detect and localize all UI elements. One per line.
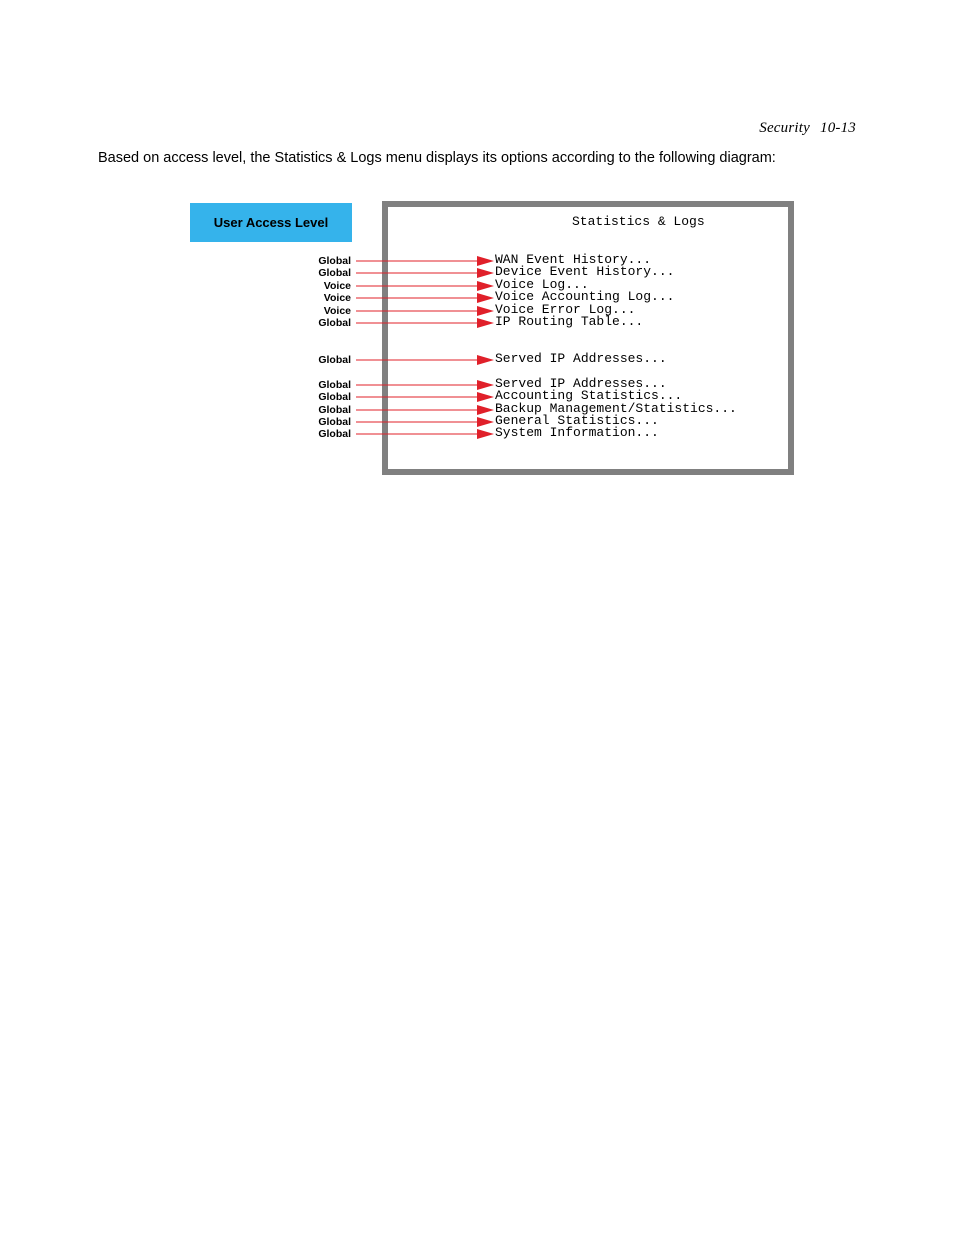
screen-title: Statistics & Logs (572, 214, 705, 229)
section-name: Security (759, 120, 810, 136)
access-level-label: Global (318, 404, 351, 416)
access-level-label: Global (318, 354, 351, 366)
access-level-label: Voice (323, 280, 351, 292)
access-level-label: Global (318, 255, 351, 267)
access-level-label: Global (318, 428, 351, 440)
access-level-label: Voice (323, 292, 351, 304)
menu-item: Voice Error Log... (495, 302, 636, 317)
page-number: 10-13 (820, 120, 856, 136)
menu-item: Device Event History... (495, 264, 675, 279)
menu-item: System Information... (495, 425, 659, 440)
menu-item: WAN Event History... (495, 252, 652, 267)
access-level-label: Global (318, 267, 351, 279)
menu-item: Served IP Addresses... (495, 376, 667, 391)
menu-item: Accounting Statistics... (495, 388, 683, 403)
menu-item: Served IP Addresses... (495, 351, 667, 366)
menu-item: General Statistics... (495, 413, 659, 428)
running-head (759, 120, 856, 137)
access-level-label: Global (318, 379, 351, 391)
access-level-label: Global (318, 391, 351, 403)
menu-item: Voice Log... (495, 277, 589, 292)
menu-item: Voice Accounting Log... (495, 289, 675, 304)
menu-item: IP Routing Table... (495, 314, 644, 329)
access-level-label: Global (318, 416, 351, 428)
intro-paragraph: Based on access level, the Statistics & Logs menu displays its options according to the following diagram: (98, 150, 776, 166)
menu-item: Backup Management/Statistics... (495, 401, 737, 416)
access-level-label: Voice (323, 305, 351, 317)
access-level-label: Global (318, 317, 351, 329)
user-access-level-legend: User Access Level (190, 203, 352, 242)
